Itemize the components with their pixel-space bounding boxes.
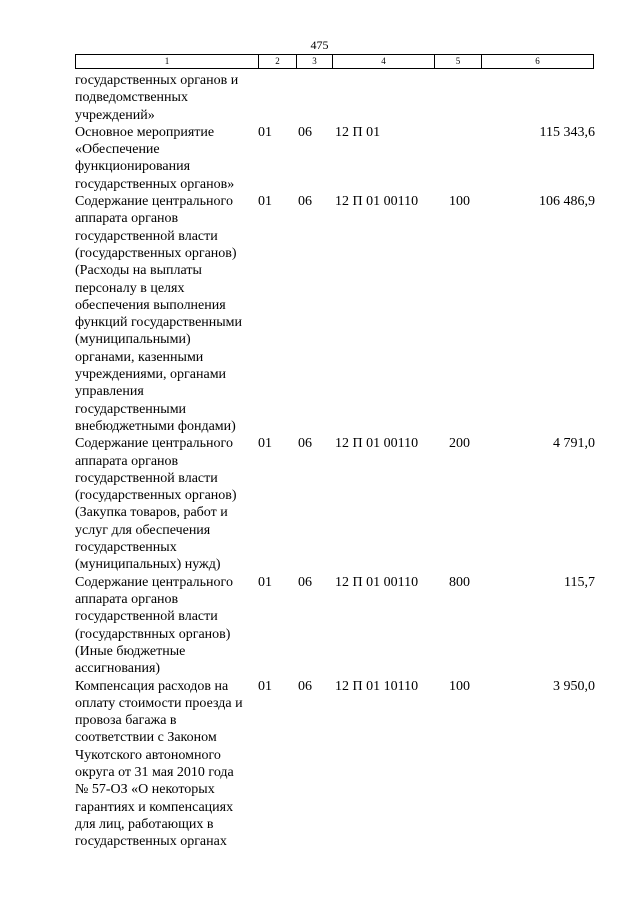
row-name-line: (Расходы на выплаты <box>75 263 202 279</box>
row-target-article: 12 П 01 10110 <box>335 678 419 694</box>
row-name-line: государственных органов» <box>75 176 235 192</box>
row-subsection: 06 <box>298 194 312 210</box>
row-name-line: аппарата органов <box>75 453 179 469</box>
row-target-article: 12 П 01 00110 <box>335 436 419 452</box>
row-expense-type: 100 <box>449 194 470 210</box>
row-amount: 106 486,9 <box>539 194 595 210</box>
row-name-line: органами, казенными <box>75 349 204 365</box>
row-name-line: государственной власти <box>75 609 218 625</box>
row-name-line: функционирования <box>75 159 191 175</box>
row-name-line: Чукотского автономного <box>75 747 221 763</box>
table-row <box>0 678 639 851</box>
row-target-article: 12 П 01 00110 <box>335 574 419 590</box>
row-name-line: управления <box>75 384 144 400</box>
table-row <box>0 193 639 435</box>
row-name <box>75 574 265 678</box>
row-name-line: государственных органах <box>75 834 227 850</box>
row-section: 01 <box>258 124 272 140</box>
row-amount: 115 343,6 <box>539 124 595 140</box>
row-name-line: Основное мероприятие <box>75 124 215 140</box>
row-subsection: 06 <box>298 574 312 590</box>
row-name <box>75 124 265 193</box>
row-section: 01 <box>258 194 272 210</box>
row-name <box>75 678 265 851</box>
row-name-line: ассигнования) <box>75 661 161 677</box>
row-name-line: функций государственными <box>75 315 243 331</box>
row-name-line: оплату стоимости проезда и <box>75 695 243 711</box>
row-name-line: округа от 31 мая 2010 года <box>75 764 234 780</box>
row-name-line: «Обеспечение <box>75 142 160 158</box>
row-name-line: (Закупка товаров, работ и <box>75 505 228 521</box>
row-name-line: (муниципальными) <box>75 332 191 348</box>
row-name-line: персоналу в целях <box>75 280 185 296</box>
row-section: 01 <box>258 678 272 694</box>
row-subsection: 06 <box>298 436 312 452</box>
row-name-line: внебюджетными фондами) <box>75 418 236 434</box>
row-name-line: № 57-ОЗ «О некоторых <box>75 782 215 798</box>
row-name-line: (государственных органов) <box>75 488 237 504</box>
row-name-line: государственных органов и <box>75 73 239 88</box>
table-row <box>0 435 639 573</box>
row-name-line: услуг для обеспечения <box>75 522 211 538</box>
page-number: 475 <box>310 38 329 52</box>
row-expense-type: 100 <box>449 678 470 694</box>
row-section: 01 <box>258 574 272 590</box>
table-row <box>0 574 639 678</box>
row-name-line: гарантиях и компенсациях <box>75 799 234 815</box>
row-section: 01 <box>258 436 272 452</box>
row-name-line: провоза багажа в <box>75 713 177 729</box>
row-target-article: 12 П 01 <box>335 124 381 140</box>
row-name <box>75 435 265 573</box>
header-col-2: 2 <box>259 54 297 69</box>
row-amount: 4 791,0 <box>553 436 595 452</box>
row-name-line: государственной власти <box>75 470 218 486</box>
row-name-line: (государствнных органов) <box>75 626 231 642</box>
row-name-line: Содержание центрального <box>75 194 233 210</box>
row-name-line: (муниципальных) нужд) <box>75 557 221 573</box>
row-expense-type: 800 <box>449 574 470 590</box>
row-name-line: для лиц, работающих в <box>75 816 214 832</box>
row-name-line: Компенсация расходов на <box>75 678 229 694</box>
header-col-5: 5 <box>435 54 482 69</box>
header-col-3: 3 <box>297 54 333 69</box>
row-name-line: государственной власти <box>75 228 218 244</box>
row-name-line: учреждениями, органами <box>75 367 227 383</box>
row-name-line: (государственных органов) <box>75 245 237 261</box>
table-row <box>0 124 639 193</box>
header-col-4: 4 <box>333 54 435 69</box>
row-name-line: соответствии с Законом <box>75 730 217 746</box>
row-name-line: Содержание центрального <box>75 436 233 452</box>
row-name <box>75 72 265 124</box>
row-subsection: 06 <box>298 678 312 694</box>
row-name-line: аппарата органов <box>75 211 179 227</box>
row-subsection: 06 <box>298 124 312 140</box>
row-name-line: учреждений» <box>75 107 155 123</box>
row-name <box>75 193 265 435</box>
row-name-line: государственными <box>75 401 187 417</box>
row-name-line: подведомственных <box>75 90 188 106</box>
row-amount: 115,7 <box>564 574 595 590</box>
row-target-article: 12 П 01 00110 <box>335 194 419 210</box>
row-amount: 3 950,0 <box>553 678 595 694</box>
row-name-line: обеспечения выполнения <box>75 297 226 313</box>
row-name-line: Содержание центрального <box>75 574 233 590</box>
row-name-line: государственных <box>75 540 177 556</box>
row-name-line: аппарата органов <box>75 591 179 607</box>
row-expense-type: 200 <box>449 436 470 452</box>
row-name-line: (Иные бюджетные <box>75 643 186 659</box>
header-col-1: 1 <box>75 54 259 69</box>
header-col-6: 6 <box>482 54 594 69</box>
table-row <box>0 72 639 124</box>
